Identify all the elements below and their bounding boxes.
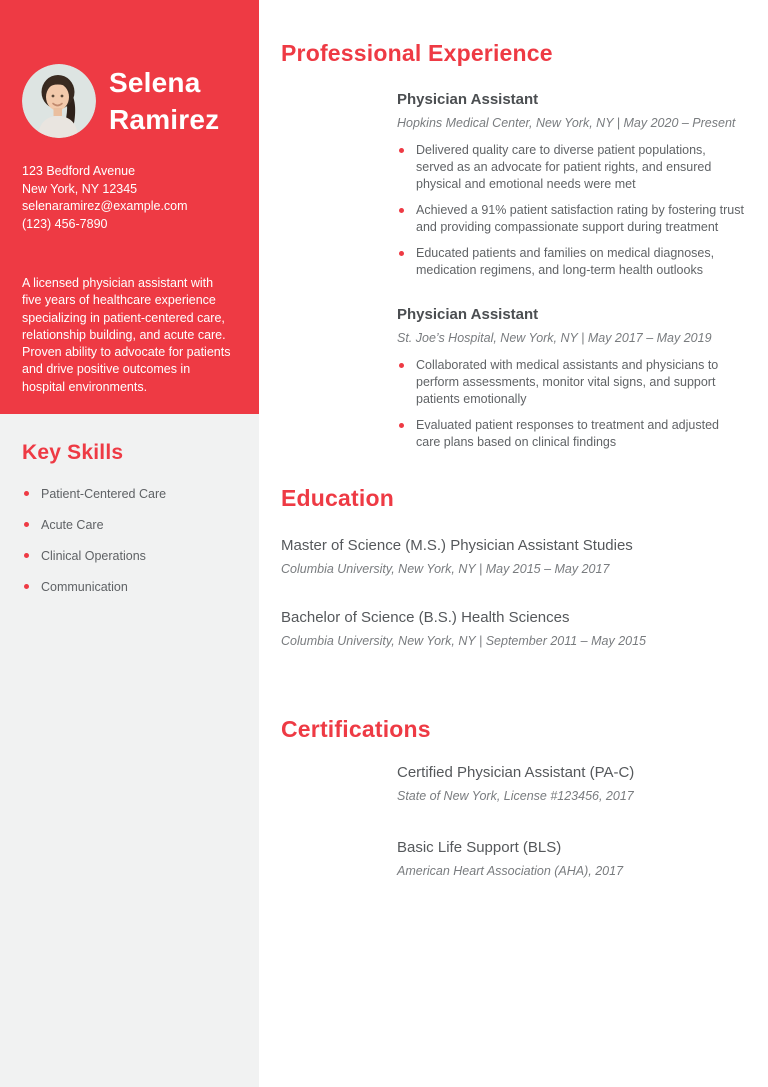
- degree-title: Master of Science (M.S.) Physician Assistant Studies: [281, 537, 633, 554]
- contact-email: selenaramirez@example.com: [22, 199, 188, 213]
- job-bullet-text: Evaluated patient responses to treatment and adjusted care plans based on clinical findings: [416, 418, 719, 449]
- contact-address-line2: New York, NY 12345: [22, 181, 138, 196]
- certification-meta: State of New York, License #123456, 2017: [397, 789, 634, 803]
- skill-item: [22, 548, 235, 564]
- profile-photo-illustration: [22, 64, 96, 138]
- certification-name: Certified Physician Assistant (PA-C): [397, 764, 635, 781]
- bullet-dot-icon: [24, 553, 29, 558]
- candidate-first-name: Selena: [109, 67, 201, 98]
- candidate-last-name: Ramirez: [109, 104, 220, 135]
- skill-label: Communication: [41, 580, 128, 594]
- job-bullet: [397, 245, 745, 279]
- skill-label: Acute Care: [41, 518, 104, 532]
- skill-label: Patient-Centered Care: [41, 487, 167, 501]
- certification-name: Basic Life Support (BLS): [397, 839, 562, 856]
- bullet-dot-icon: [399, 148, 404, 153]
- education-entry: [281, 608, 745, 649]
- job-bullet-text: Achieved a 91% patient satisfaction rating by fostering trust and providing compassionate support during treatment: [416, 203, 744, 234]
- education-section: [281, 485, 745, 649]
- job-bullet-text: Collaborated with medical assistants and physicians to perform assessments, monitor vital signs, and support patients emotionally: [416, 358, 719, 406]
- job-bullet-list: [397, 142, 745, 279]
- certification-entry: [397, 763, 745, 804]
- bullet-dot-icon: [399, 251, 404, 256]
- degree-title: Bachelor of Science (B.S.) Health Sciences: [281, 609, 570, 626]
- job-bullet-text: Delivered quality care to diverse patient populations, served as an advocate for patient rights, and ensured physical and emotional needs were met: [416, 143, 712, 191]
- bullet-dot-icon: [24, 491, 29, 496]
- job-bullet: [397, 417, 745, 451]
- bullet-dot-icon: [24, 584, 29, 589]
- experience-section: [281, 40, 745, 451]
- key-skills-title: Key Skills: [22, 441, 124, 464]
- job-bullet: [397, 142, 745, 193]
- certification-entry: [397, 838, 745, 879]
- experience-section-title: Professional Experience: [281, 40, 553, 66]
- degree-meta: Columbia University, New York, NY | September 2011 – May 2015: [281, 634, 646, 648]
- bullet-dot-icon: [399, 363, 404, 368]
- sidebar-hero: [0, 0, 259, 414]
- certifications-section: [281, 716, 745, 879]
- bullet-dot-icon: [399, 208, 404, 213]
- job-bullet: [397, 357, 745, 408]
- certifications-section-title: Certifications: [281, 716, 431, 742]
- job-title: Physician Assistant: [397, 91, 539, 108]
- degree-meta: Columbia University, New York, NY | May 2015 – May 2017: [281, 562, 610, 576]
- skill-item: [22, 517, 235, 533]
- main-content: [259, 0, 768, 1087]
- certification-meta: American Heart Association (AHA), 2017: [397, 864, 624, 878]
- contact-address-line1: 123 Bedford Avenue: [22, 164, 136, 178]
- job-bullet: [397, 202, 745, 236]
- skill-item: [22, 579, 235, 595]
- job-entry: [397, 90, 745, 279]
- profile-photo: [22, 64, 96, 138]
- job-bullet-text: Educated patients and families on medical diagnoses, medication regimens, and long-term health outlooks: [416, 246, 715, 277]
- job-meta: Hopkins Medical Center, New York, NY | May 2020 – Present: [397, 116, 736, 130]
- bullet-dot-icon: [399, 423, 404, 428]
- bullet-dot-icon: [24, 522, 29, 527]
- sidebar: [0, 0, 259, 1087]
- job-meta: St. Joe’s Hospital, New York, NY | May 2017 – May 2019: [397, 331, 712, 345]
- education-entry: [281, 536, 745, 577]
- job-entry: [397, 305, 745, 451]
- candidate-name: [109, 64, 219, 138]
- identity-block: [22, 64, 235, 138]
- contact-phone: (123) 456-7890: [22, 216, 108, 231]
- job-bullet-list: [397, 357, 745, 451]
- job-title: Physician Assistant: [397, 306, 539, 323]
- skill-item: [22, 486, 235, 502]
- skill-label: Clinical Operations: [41, 549, 146, 563]
- education-section-title: Education: [281, 485, 394, 511]
- key-skills-section: [0, 414, 259, 595]
- contact-info: [22, 163, 235, 233]
- profile-summary: A licensed physician assistant with five years of healthcare experience specializing in patient-centered care, relationship building, and acute care. Proven ability to advocate for patients and drive positive outcomes in hospital environments.: [22, 276, 231, 394]
- key-skills-list: [22, 486, 235, 595]
